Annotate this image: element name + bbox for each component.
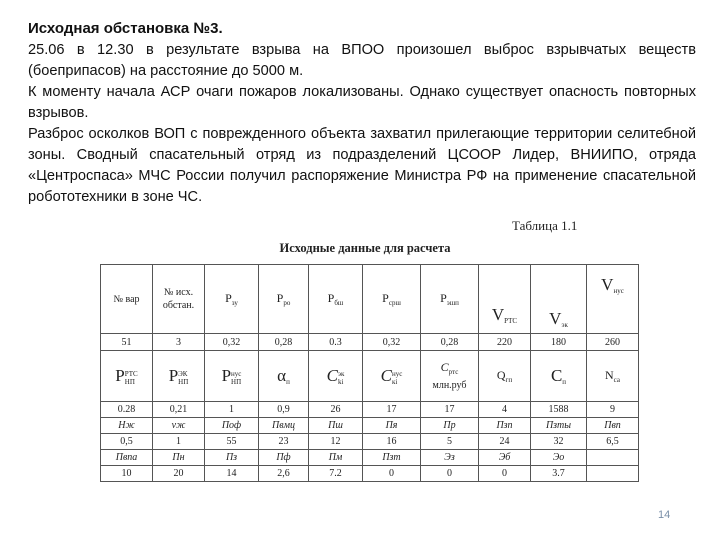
table-row bbox=[101, 402, 639, 418]
header-p-zu: $P_{зу}$ bbox=[205, 265, 259, 334]
table-cell: 7.2 bbox=[309, 466, 363, 482]
table-cell: 260 bbox=[587, 334, 639, 351]
text-block bbox=[28, 18, 696, 208]
table-cell: Пвмц bbox=[259, 418, 309, 434]
header-p-srsh: $P_{срш}$ bbox=[363, 265, 421, 334]
table-cell: 14 bbox=[205, 466, 259, 482]
table-cell: 24 bbox=[479, 434, 531, 450]
table-values-row-1 bbox=[101, 334, 639, 351]
table-cell: 3.7 bbox=[531, 466, 587, 482]
table-cell: 2,6 bbox=[259, 466, 309, 482]
table-cell: Пз bbox=[205, 450, 259, 466]
table-cell: 6,5 bbox=[587, 434, 639, 450]
table-cell: Эб bbox=[479, 450, 531, 466]
table-cell: Пм bbox=[309, 450, 363, 466]
table-cell: 9 bbox=[587, 402, 639, 418]
table-cell: 0,5 bbox=[101, 434, 153, 450]
table-cell: 0,28 bbox=[259, 334, 309, 351]
table-cell: 0,21 bbox=[153, 402, 205, 418]
header-c-rts: $C_{ртс}$ млн.руб bbox=[421, 351, 479, 402]
table-cell: 10 bbox=[101, 466, 153, 482]
paragraph-3: Разброс осколков ВОП с поврежденного объекта захватил прилегающие территории селитебной зоны. Сводный спасательный отряд из подразделений ЦСООР Лидер, ВНИИПО, отряда «Центроспаса» МЧС России получил распоряжение Министра РФ на применение спасательной робототехники в зоне ЧС. bbox=[28, 126, 696, 205]
table-cell: 1 bbox=[153, 434, 205, 450]
header-c-p: $C_п$ bbox=[531, 351, 587, 402]
header-p-eshp: $P_{эшп}$ bbox=[421, 265, 479, 334]
header-situation: № исх. обстан. bbox=[153, 265, 205, 334]
header-v-ek: $V_{эк}$ bbox=[531, 265, 587, 334]
table-cell: 55 bbox=[205, 434, 259, 450]
header-v-nus: $V_{нус}$ bbox=[587, 265, 639, 334]
table-cell: 180 bbox=[531, 334, 587, 351]
table-row bbox=[101, 434, 639, 450]
table-cell bbox=[587, 450, 639, 466]
table-cell: Пф bbox=[259, 450, 309, 466]
table-cell: 0 bbox=[421, 466, 479, 482]
table-cell: Пн bbox=[153, 450, 205, 466]
header-c-nus: C нус кi bbox=[363, 351, 421, 402]
table-cell: Эо bbox=[531, 450, 587, 466]
table-row bbox=[101, 450, 639, 466]
table-cell: 220 bbox=[479, 334, 531, 351]
table-cell: 23 bbox=[259, 434, 309, 450]
table-cell: Пш bbox=[309, 418, 363, 434]
table-caption: Таблица 1.1 bbox=[512, 218, 578, 233]
table-cell: Пр bbox=[421, 418, 479, 434]
table-cell: 0 bbox=[479, 466, 531, 482]
table-cell: 0.3 bbox=[309, 334, 363, 351]
table-cell: 0,32 bbox=[363, 334, 421, 351]
table-cell: 51 bbox=[101, 334, 153, 351]
data-table bbox=[100, 264, 639, 482]
table-cell: 0,9 bbox=[259, 402, 309, 418]
table-cell: 17 bbox=[363, 402, 421, 418]
table-cell: Эз bbox=[421, 450, 479, 466]
header-c-ek: C эк ki bbox=[309, 351, 363, 402]
table-cell: Hж bbox=[101, 418, 153, 434]
table-cell: 0 bbox=[363, 466, 421, 482]
header-p-np-nus: P нус НП bbox=[205, 351, 259, 402]
table-cell: Пя bbox=[363, 418, 421, 434]
table-cell: Пвпа bbox=[101, 450, 153, 466]
header-p-ro: $P_{ро}$ bbox=[259, 265, 309, 334]
header-v-rts: $V_{РТС}$ bbox=[479, 265, 531, 334]
paragraph-1: 25.06 в 12.30 в результате взрыва на ВПОО произошел выброс взрывчатых веществ (боеприпасов) на расстояние до 5000 м. bbox=[28, 42, 696, 79]
table-cell: 12 bbox=[309, 434, 363, 450]
table-cell: 20 bbox=[153, 466, 205, 482]
table-cell: 0,28 bbox=[421, 334, 479, 351]
table-row bbox=[101, 466, 639, 482]
table-cell: 26 bbox=[309, 402, 363, 418]
table-header-row-2 bbox=[101, 351, 639, 402]
table-header-row-1 bbox=[101, 265, 639, 334]
table-cell: 16 bbox=[363, 434, 421, 450]
table-cell: Пзп bbox=[479, 418, 531, 434]
table-cell: 0.28 bbox=[101, 402, 153, 418]
table-cell: Пзт bbox=[363, 450, 421, 466]
table-cell: 1 bbox=[205, 402, 259, 418]
table-cell: Пзты bbox=[531, 418, 587, 434]
table-title: Исходные данные для расчета bbox=[279, 241, 451, 255]
header-p-bsh: $P_{бш}$ bbox=[309, 265, 363, 334]
header-p-np-ek: P ЭК НП bbox=[153, 351, 205, 402]
table-cell: Пвп bbox=[587, 418, 639, 434]
header-p-np-rts: P РТС НП bbox=[101, 351, 153, 402]
table-cell: 1588 bbox=[531, 402, 587, 418]
table-cell: 3 bbox=[153, 334, 205, 351]
header-n-sa: $N_{са}$ bbox=[587, 351, 639, 402]
paragraph-2: К моменту начала АСР очаги пожаров локализованы. Однако существует опасность повторных взрывов. bbox=[28, 84, 696, 121]
table-cell: 0,32 bbox=[205, 334, 259, 351]
table-cell: 5 bbox=[421, 434, 479, 450]
header-variant: № вар bbox=[101, 265, 153, 334]
table-row bbox=[101, 418, 639, 434]
table-cell: Поф bbox=[205, 418, 259, 434]
header-alpha-p: $\alpha_п$ bbox=[259, 351, 309, 402]
table-cell bbox=[587, 466, 639, 482]
header-q-gp: $Q_{гп}$ bbox=[479, 351, 531, 402]
heading: Исходная обстановка №3. bbox=[28, 20, 223, 37]
table-cell: 4 bbox=[479, 402, 531, 418]
page-number: 14 bbox=[658, 509, 671, 521]
table-cell: 32 bbox=[531, 434, 587, 450]
table-cell: 17 bbox=[421, 402, 479, 418]
table-cell: νж bbox=[153, 418, 205, 434]
